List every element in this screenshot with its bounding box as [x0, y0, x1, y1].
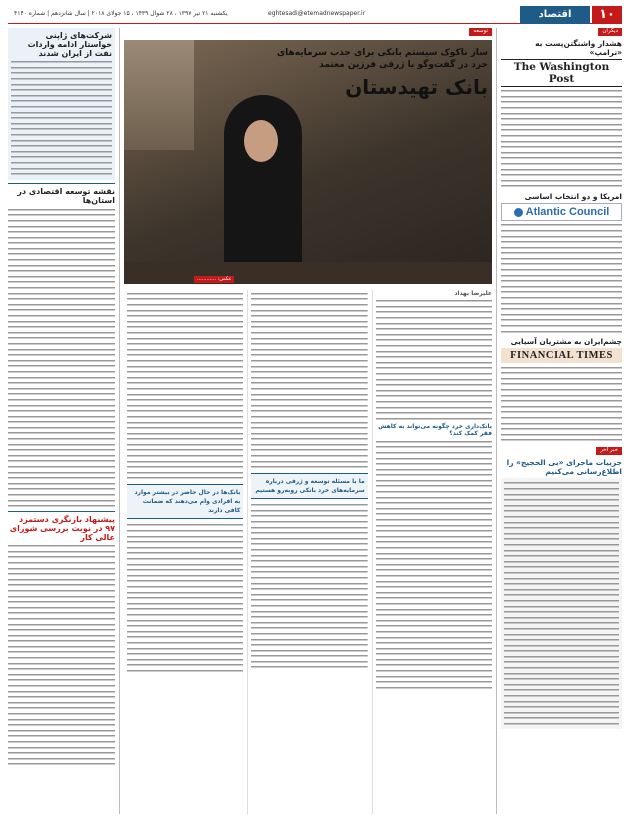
last-news-headline: جزییات ماجرای «بی الحجیج» را اطلاع‌رسانی می‌کنیم	[506, 457, 622, 476]
last-news-tag: خبر آخر	[596, 447, 622, 455]
washington-post-body	[501, 89, 622, 188]
wage-headline: پیشنهاد بازنگری دستمزد ۹۷ در نوبت بررسی شورای عالی کار	[9, 514, 115, 542]
left-column	[8, 28, 120, 814]
article-columns	[124, 290, 492, 814]
main-article	[124, 28, 492, 814]
right-column	[496, 28, 622, 814]
article-col-3	[124, 290, 243, 814]
ft-body	[501, 365, 622, 442]
washington-post-headline: هشدار واشنگتن‌پست به «ترامپ»	[535, 38, 622, 57]
article-subhead: ساز ناکوک سیستم بانکی برای جذب سرمایه‌های خرد در گفت‌وگو با ژرفی فرزین معتمد	[276, 48, 488, 70]
pull-quote-1: ما با مسئله توسعه و ژرفی درباره سرمایه‌های خرد بانکی روبه‌رو هستیم	[251, 473, 367, 499]
photo-caption: عکس: ............	[194, 276, 234, 283]
byline: علیرضا بهداد	[454, 290, 492, 297]
dateline: یکشنبه ۲۱ تیر ۱۳۹۷ ، ۲۸ شوال ۱۴۳۹ ، ۱۵ جولای ۲۰۱۸ | سال شانزدهم | شماره ۴۱۴۰	[14, 10, 228, 17]
subheading: بانک‌داری خرد چگونه می‌تواند به کاهش فقر کمک کند؟	[378, 423, 492, 438]
japan-oil-headline: شرکت‌های ژاپنی خواستار ادامه واردات نفت از ایران شدند	[27, 31, 112, 58]
article-title: بانک تهیدستان	[345, 75, 488, 100]
atlantic-body	[501, 223, 622, 333]
provinces-headline: نقشه توسعه اقتصادی در استان‌ها	[17, 187, 115, 206]
headline-block	[272, 40, 492, 107]
provinces-body	[8, 207, 115, 507]
ft-headline: چشم‌ایران به مشتریان آسیایی	[510, 337, 622, 347]
atlantic-council-logo: Atlantic Council	[501, 203, 622, 221]
japan-oil-box	[8, 28, 115, 180]
masthead	[8, 6, 622, 24]
pull-quote-2: بانک‌ها در حال حاضر در بیشتر موارد به افرادی وام می‌دهند که ضمانت کافی دارند	[127, 484, 243, 519]
financial-times-logo: FINANCIAL TIMES	[501, 348, 622, 363]
wage-body	[8, 544, 115, 766]
page-number: ۱۰	[592, 6, 622, 24]
development-tag: توسعه	[469, 28, 492, 36]
others-tag: دیگران	[598, 28, 622, 36]
article-col-1	[372, 290, 492, 814]
last-news-body	[501, 478, 622, 730]
washington-post-logo: The Washington Post	[501, 59, 622, 87]
atlantic-headline: امریکا و دو انتخاب اساسی	[524, 192, 622, 202]
article-col-2	[247, 290, 367, 814]
section-label: اقتصاد	[520, 6, 590, 24]
globe-icon	[514, 208, 523, 217]
email-address: eghtesadi@etemadnewspaper.ir	[268, 10, 366, 17]
